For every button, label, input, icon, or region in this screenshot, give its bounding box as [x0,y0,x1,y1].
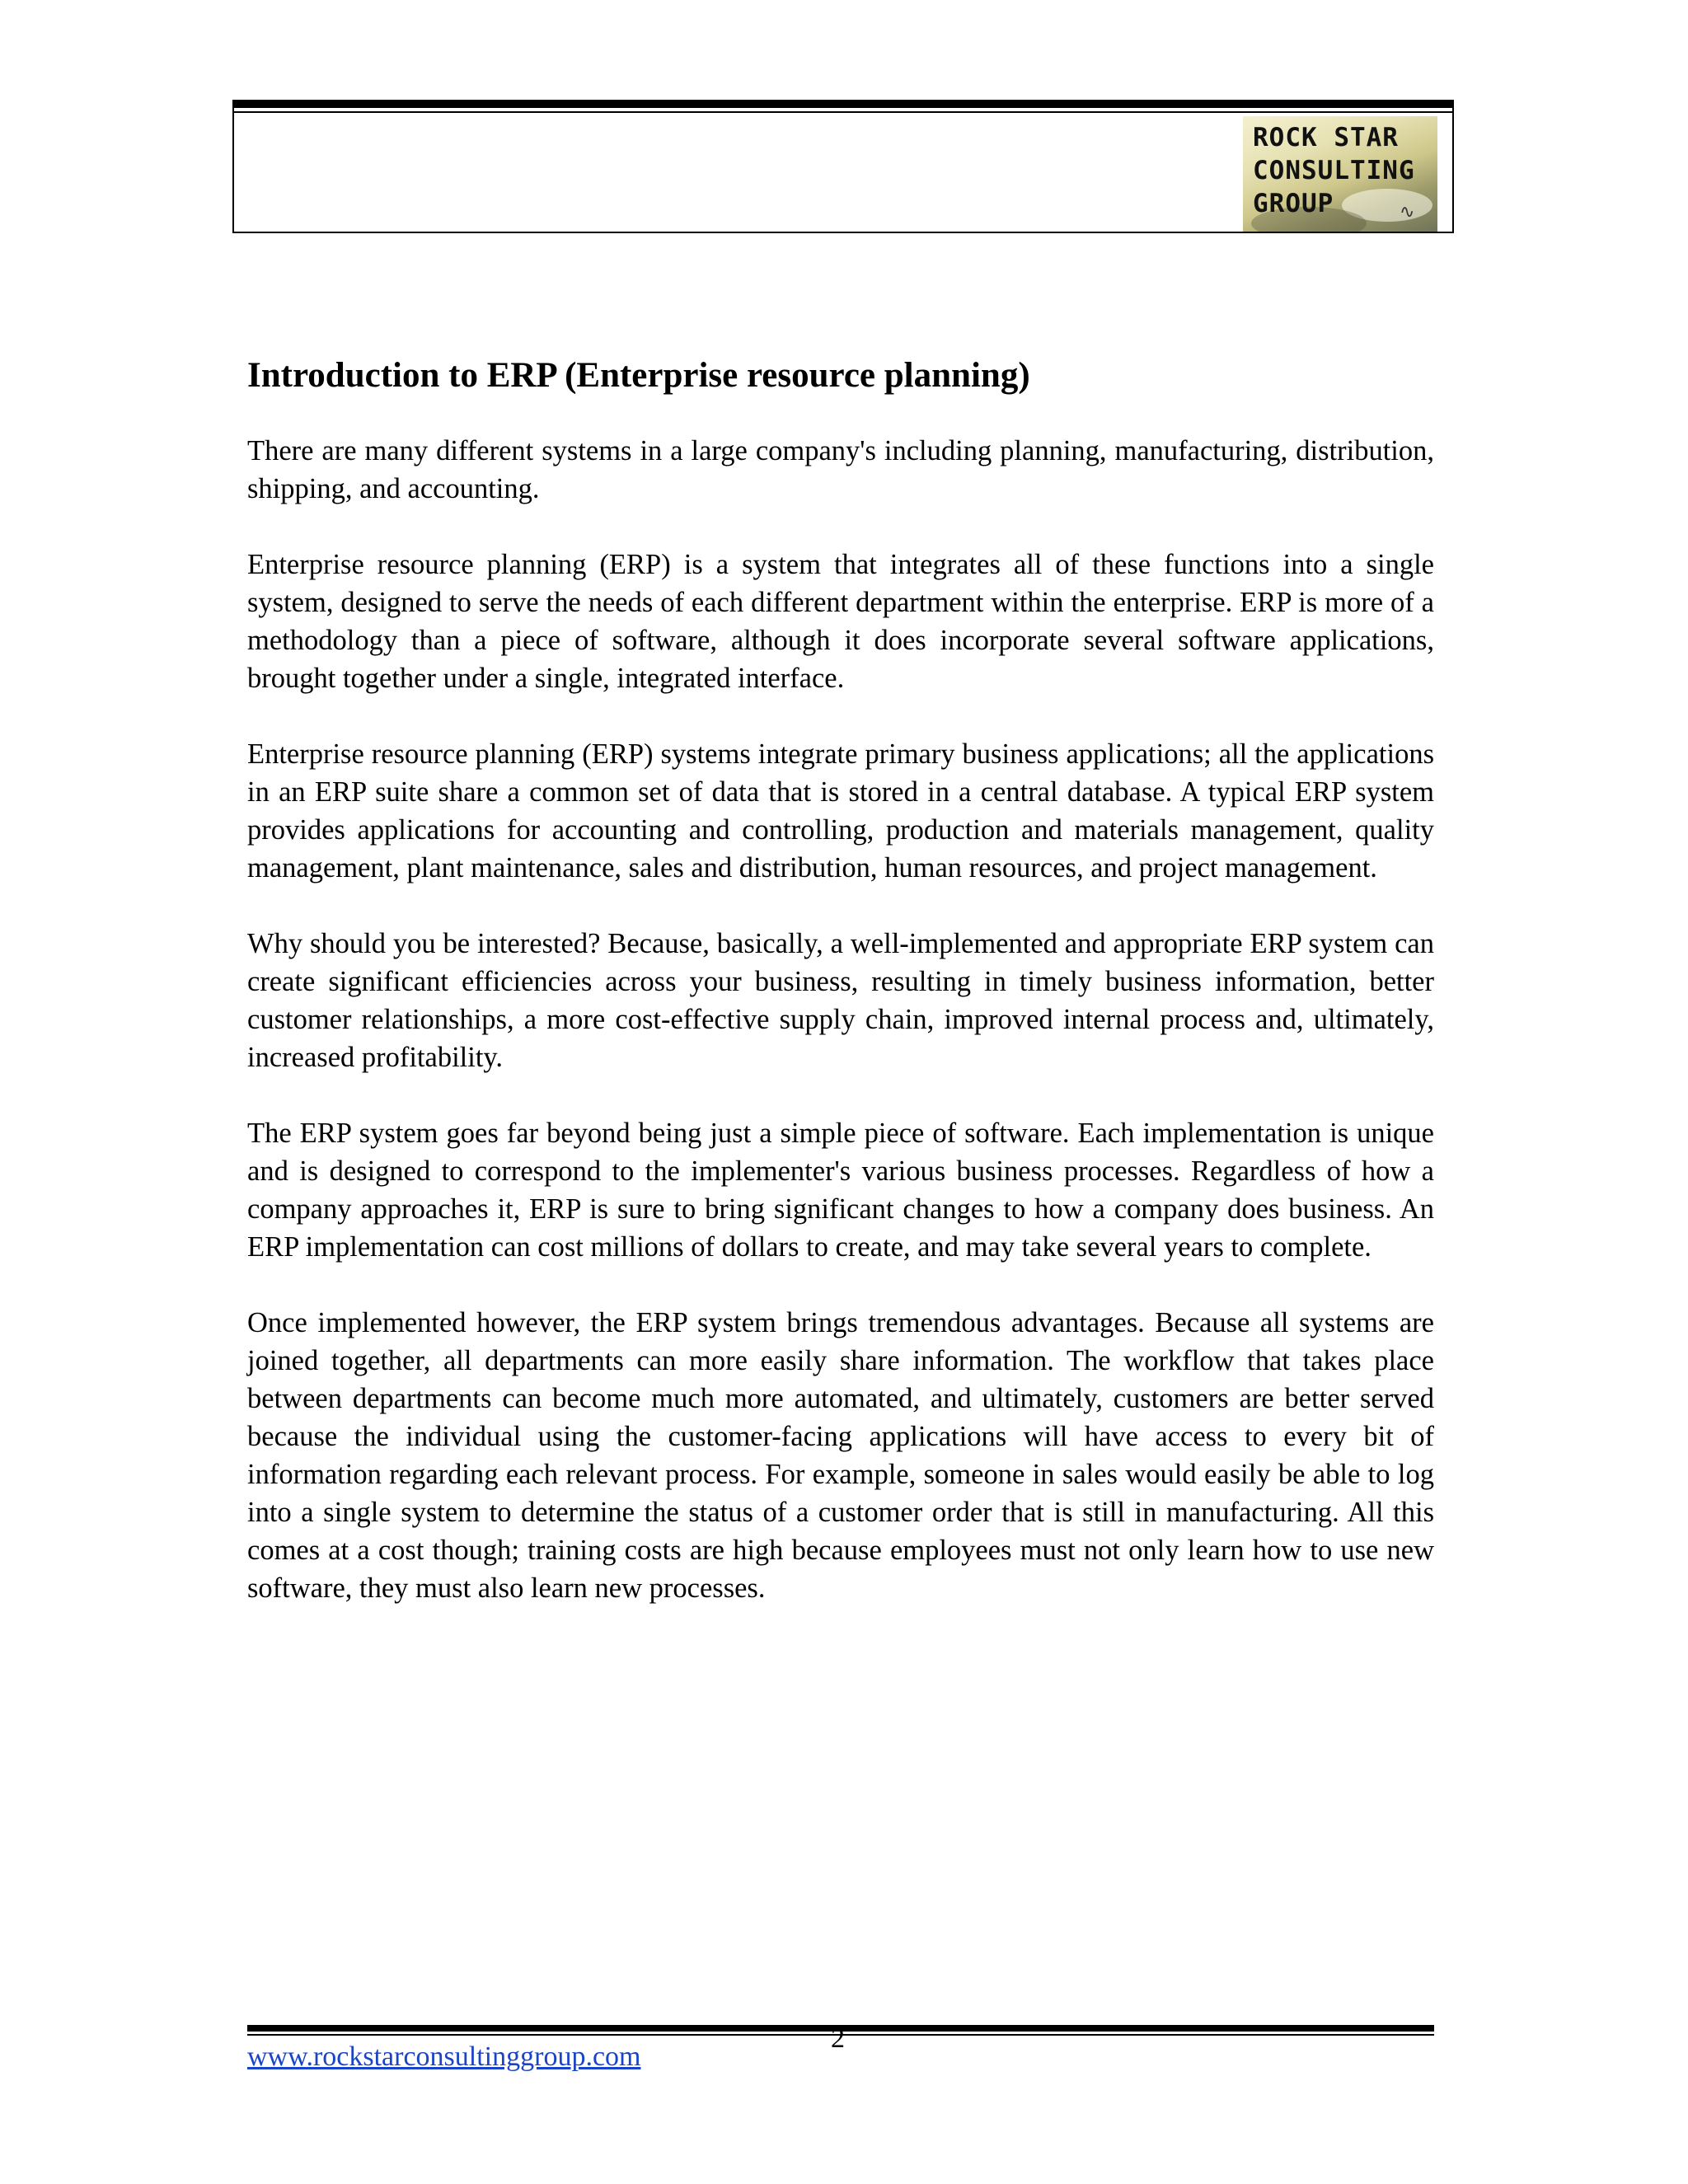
paragraph-5: The ERP system goes far beyond being just a simple piece of software. Each implementation is unique and is designed to correspond to the implementer's various business processes. Regardless of how a company approaches it, ERP is sure to bring significant changes to how a company does business. An ERP implementation can cost millions of dollars to create, and may take several years to complete. [247,1118,1434,1263]
company-logo [1243,116,1437,232]
paragraph-2: Enterprise resource planning (ERP) is a system that integrates all of these functions into a single system, designed to serve the needs of each different department within the enterprise. ERP is more of a methodology than a piece of software, although it does incorporate several software applications, brought together under a single, integrated interface. [247,549,1434,694]
document-body [247,354,1434,1645]
page-header [232,100,1454,233]
logo-text: ROCK STAR CONSULTING GROUP [1253,123,1415,218]
page-title: Introduction to ERP (Enterprise resource planning) [247,356,1030,395]
paragraph-1: There are many different systems in a large company's including planning, manufacturing, distribution, shipping, and accounting. [247,435,1434,504]
page-number: 2 [831,2023,845,2054]
bird-icon: ∿ [1400,202,1415,223]
header-rule [234,111,1452,113]
paragraph-3: Enterprise resource planning (ERP) systems integrate primary business applications; all the applications in an ERP suite share a common set of data that is stored in a central database. A typical ERP system provides applications for accounting and controlling, production and materials management, quality management, plant maintenance, sales and distribution, human resources, and project management. [247,738,1434,883]
website-link[interactable]: www.rockstarconsultinggroup.com [247,2041,641,2072]
paragraph-4: Why should you be interested? Because, basically, a well-implemented and appropriate ERP system can create significant efficiencies across your business, resulting in timely business information, better customer relationships, a more cost-effective supply chain, improved internal process and, ultimately, increased profitability. [247,928,1434,1073]
paragraph-6: Once implemented however, the ERP system brings tremendous advantages. Because all systems are joined together, all departments can more easily share information. The workflow that takes place between departments can become much more automated, and ultimately, customers are better served because the individual using the customer-facing applications will have access to every bit of information regarding each relevant process. For example, someone in sales would easily be able to log into a single system to determine the status of a customer order that is still in manufacturing. All this comes at a cost though; training costs are high because employees must not only learn how to use new software, they must also learn new processes. [247,1307,1434,1604]
